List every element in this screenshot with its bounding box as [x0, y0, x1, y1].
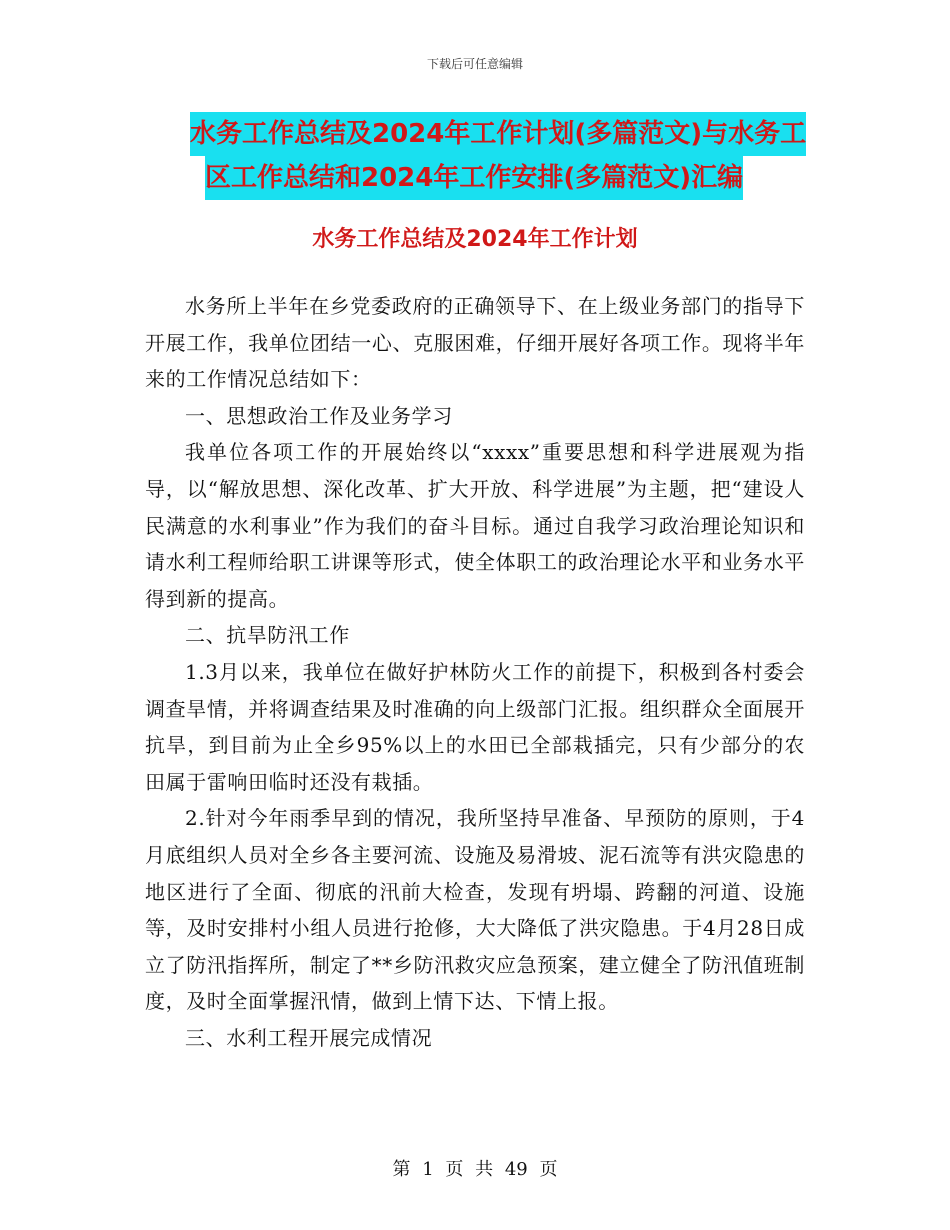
- document-title-line-1: 水务工作总结及2024年工作计划(多篇范文)与水务工: [190, 112, 806, 156]
- header-note: 下载后可任意编辑: [426, 57, 523, 71]
- paragraph-intro: 水务所上半年在乡党委政府的正确领导下、在上级业务部门的指导下开展工作，我单位团结一心、克服困难，仔细开展好各项工作。现将半年来的工作情况总结如下：: [145, 294, 805, 392]
- heading-section-2: 二、抗旱防汛工作: [185, 623, 350, 648]
- page-number: 第 1 页 共 49 页: [392, 1159, 558, 1180]
- paragraph-item-1: 1.3月以来，我单位在做好护林防火工作的前提下，积极到各村委会调查旱情，并将调查结果及时准确的向上级部门汇报。组织群众全面展开抗旱，到目前为止全乡95%以上的水田已全部栽插完，只有少部分的农田属于雷响田临时还没有栽插。: [145, 659, 805, 794]
- heading-section-3: 三、水利工程开展完成情况: [185, 1025, 433, 1050]
- paragraph-item-2: 2.针对今年雨季早到的情况，我所坚持早准备、早预防的原则，于4月底组织人员对全乡各主要河流、设施及易滑坡、泥石流等有洪灾隐患的地区进行了全面、彻底的汛前大检查，发现有坍塌、跨翻的河道、设施等，及时安排村小组人员进行抢修，大大降低了洪灾隐患。于4月28日成立了防汛指挥所，制定了**乡防汛救灾应急预案，建立健全了防汛值班制度，及时全面掌握汛情，做到上情下达、下情上报。: [145, 806, 805, 1014]
- paragraph-section-1: 我单位各项工作的开展始终以“xxxx”重要思想和科学进展观为指导，以“解放思想、深化改革、扩大开放、科学进展”为主题，把“建设人民满意的水利事业”作为我们的奋斗目标。通过自我学习政治理论知识和请水利工程师给职工讲课等形式，使全体职工的政治理论水平和业务水平得到新的提高。: [145, 440, 805, 611]
- body-content: [145, 288, 805, 1056]
- heading-section-1: 一、思想政治工作及业务学习: [185, 403, 453, 428]
- document-title: [145, 112, 845, 200]
- document-title-line-2: 区工作总结和2024年工作安排(多篇范文)汇编: [205, 156, 743, 200]
- section-title: 水务工作总结及2024年工作计划: [312, 227, 638, 252]
